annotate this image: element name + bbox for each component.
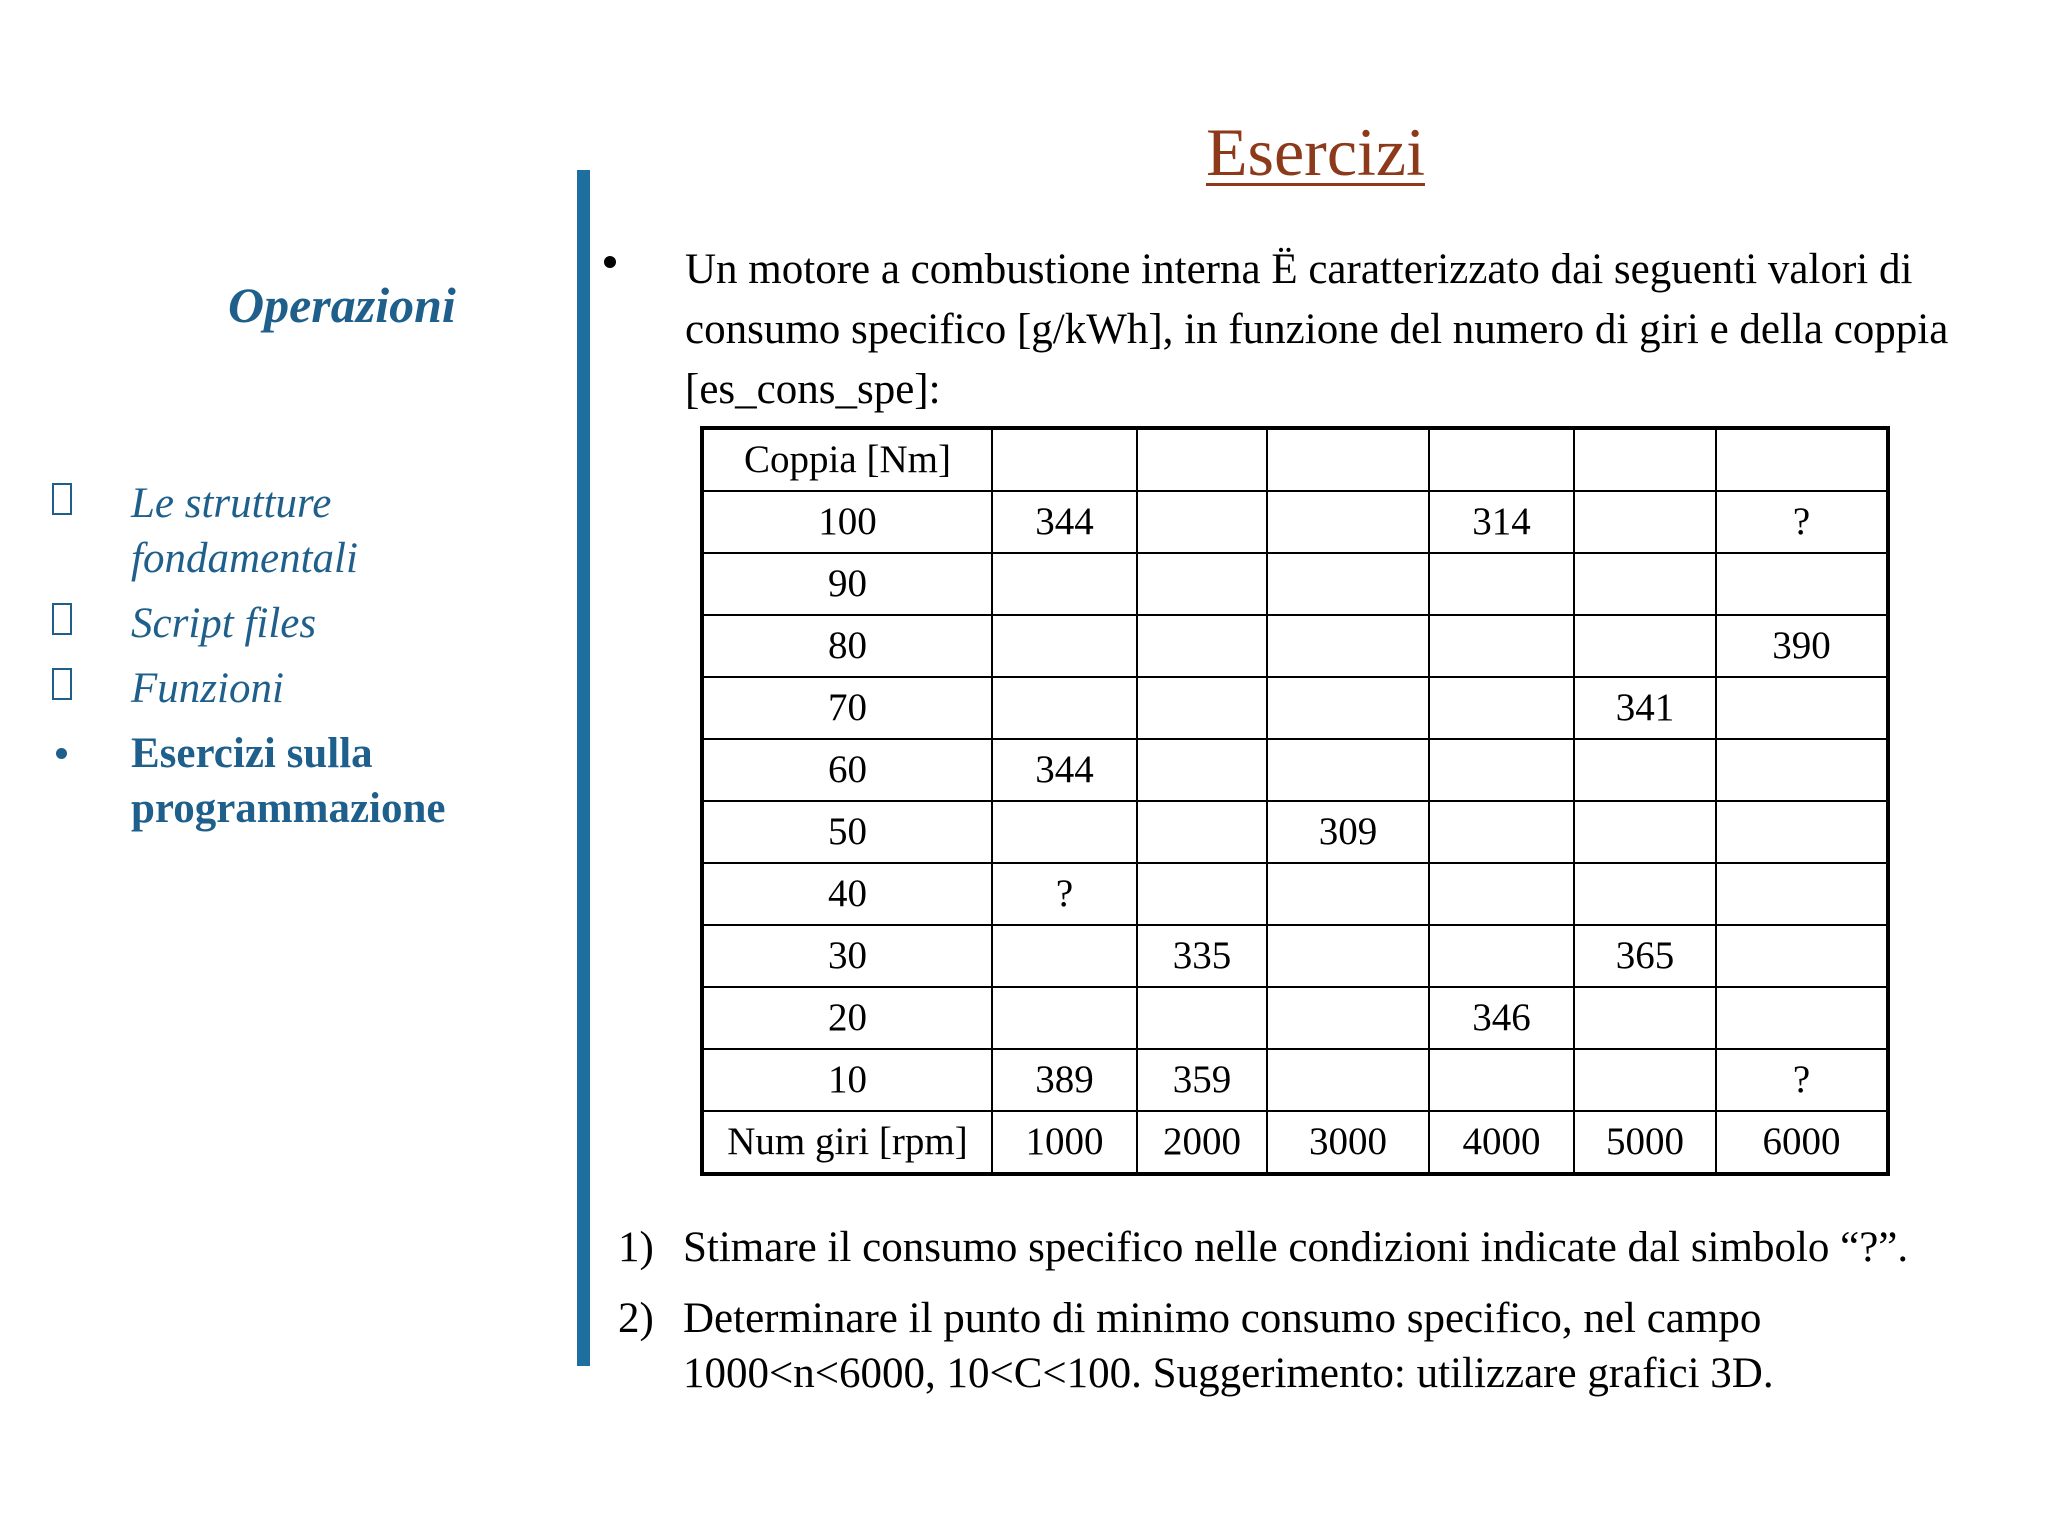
question-number: 2) (618, 1295, 654, 1342)
table-cell: 344 (992, 739, 1137, 801)
square-bullet-icon (52, 603, 72, 635)
torque-cell: 100 (702, 491, 992, 553)
table-cell (992, 428, 1137, 491)
sidebar-item-label: Esercizi sulla programmazione (131, 730, 446, 832)
sidebar-menu (52, 476, 522, 836)
torque-cell: 10 (702, 1049, 992, 1111)
rpm-cell: 2000 (1137, 1111, 1267, 1174)
header-label-cell: Coppia [Nm] (702, 428, 992, 491)
table-cell (1574, 801, 1716, 863)
table-cell (1429, 615, 1574, 677)
table-cell (1267, 925, 1429, 987)
table-cell: ? (992, 863, 1137, 925)
table-cell (992, 801, 1137, 863)
sidebar-item-script-files[interactable] (52, 596, 522, 651)
table-row (702, 925, 1888, 987)
table-cell: ? (1716, 491, 1888, 553)
table-cell: 390 (1716, 615, 1888, 677)
question-number: 1) (618, 1224, 654, 1271)
table-cell (1574, 987, 1716, 1049)
table-cell (1574, 863, 1716, 925)
table-row (702, 801, 1888, 863)
table-cell (1429, 801, 1574, 863)
torque-cell: 70 (702, 677, 992, 739)
table-cell: 314 (1429, 491, 1574, 553)
section-title: Operazioni (228, 277, 456, 333)
intro-paragraph (604, 240, 2004, 420)
table-cell (1716, 739, 1888, 801)
rpm-cell: 3000 (1267, 1111, 1429, 1174)
sidebar-item-esercizi[interactable] (52, 726, 522, 836)
slide-title: Esercizi (1206, 114, 1425, 190)
table-cell (1267, 987, 1429, 1049)
table-cell (1137, 615, 1267, 677)
table-cell: 359 (1137, 1049, 1267, 1111)
sidebar-item-strutture[interactable] (52, 476, 522, 586)
table-cell (1574, 739, 1716, 801)
table-cell (1137, 863, 1267, 925)
table-cell (1429, 553, 1574, 615)
table-cell (1574, 491, 1716, 553)
torque-cell: 90 (702, 553, 992, 615)
table-cell (992, 677, 1137, 739)
torque-cell: 60 (702, 739, 992, 801)
table-header-row (702, 428, 1888, 491)
torque-cell: 20 (702, 987, 992, 1049)
table-cell (1574, 553, 1716, 615)
table-cell (1267, 863, 1429, 925)
table-row (702, 553, 1888, 615)
square-bullet-icon (52, 668, 72, 700)
rpm-cell: 5000 (1574, 1111, 1716, 1174)
sidebar-item-label: Script files (131, 600, 317, 647)
table-cell (1267, 615, 1429, 677)
table-cell (992, 925, 1137, 987)
table-cell (1137, 739, 1267, 801)
table-cell (1429, 1049, 1574, 1111)
table-cell (1137, 491, 1267, 553)
table-cell (1716, 428, 1888, 491)
table-cell (992, 615, 1137, 677)
table-cell (992, 553, 1137, 615)
table-cell (1574, 615, 1716, 677)
torque-cell: 80 (702, 615, 992, 677)
table-cell (1267, 491, 1429, 553)
table-cell: 346 (1429, 987, 1574, 1049)
table-cell (1137, 553, 1267, 615)
table-cell (1267, 553, 1429, 615)
table-cell: ? (1716, 1049, 1888, 1111)
table-row (702, 615, 1888, 677)
table-cell (1267, 1049, 1429, 1111)
table-cell (1137, 987, 1267, 1049)
vertical-divider (577, 170, 590, 1366)
table-cell (992, 987, 1137, 1049)
table-cell (1429, 739, 1574, 801)
question-item (618, 1291, 2018, 1401)
table-cell: 365 (1574, 925, 1716, 987)
torque-cell: 50 (702, 801, 992, 863)
table-cell (1267, 677, 1429, 739)
table-cell (1716, 801, 1888, 863)
table-row (702, 863, 1888, 925)
sidebar-item-label: Le strutture fondamentali (131, 480, 358, 582)
table-body (702, 428, 1888, 1174)
footer-label-cell: Num giri [rpm] (702, 1111, 992, 1174)
sidebar-item-label: Funzioni (131, 665, 284, 712)
table-row (702, 987, 1888, 1049)
table-footer-row (702, 1111, 1888, 1174)
sidebar-item-funzioni[interactable] (52, 661, 522, 716)
question-text: Determinare il punto di minimo consumo specifico, nel campo 1000<n<6000, 10<C<100. Suggerimento: utilizzare grafici 3D. (683, 1295, 1774, 1397)
table-cell (1716, 863, 1888, 925)
table-cell (1716, 553, 1888, 615)
bullet-icon (604, 256, 616, 268)
rpm-cell: 6000 (1716, 1111, 1888, 1174)
table-cell (1716, 987, 1888, 1049)
table-cell: 309 (1267, 801, 1429, 863)
table-cell: 344 (992, 491, 1137, 553)
table-cell (1429, 677, 1574, 739)
table-row (702, 739, 1888, 801)
questions-list (618, 1220, 2018, 1401)
square-bullet-icon (52, 483, 72, 515)
table-cell (1574, 1049, 1716, 1111)
table-cell (1137, 428, 1267, 491)
consumption-table (700, 426, 1890, 1176)
table-cell (1429, 428, 1574, 491)
table-cell (1137, 801, 1267, 863)
torque-cell: 30 (702, 925, 992, 987)
table-cell (1267, 428, 1429, 491)
table-cell (1429, 925, 1574, 987)
table-cell (1716, 677, 1888, 739)
rpm-cell: 4000 (1429, 1111, 1574, 1174)
table-row (702, 677, 1888, 739)
table-cell: 335 (1137, 925, 1267, 987)
table-cell (1137, 677, 1267, 739)
table-cell (1574, 428, 1716, 491)
table-cell: 389 (992, 1049, 1137, 1111)
table-cell (1429, 863, 1574, 925)
table-cell (1716, 925, 1888, 987)
table-row (702, 491, 1888, 553)
rpm-cell: 1000 (992, 1111, 1137, 1174)
question-text: Stimare il consumo specifico nelle condizioni indicate dal simbolo “?”. (683, 1224, 1909, 1271)
question-item (618, 1220, 2018, 1275)
table-row (702, 1049, 1888, 1111)
intro-text: Un motore a combustione interna Ë caratterizzato dai seguenti valori di consumo specifico [g/kWh], in funzione del numero di giri e della coppia [es_cons_spe]: (685, 246, 1949, 413)
table-cell: 341 (1574, 677, 1716, 739)
table-cell (1267, 739, 1429, 801)
dot-bullet-icon (56, 748, 67, 759)
torque-cell: 40 (702, 863, 992, 925)
